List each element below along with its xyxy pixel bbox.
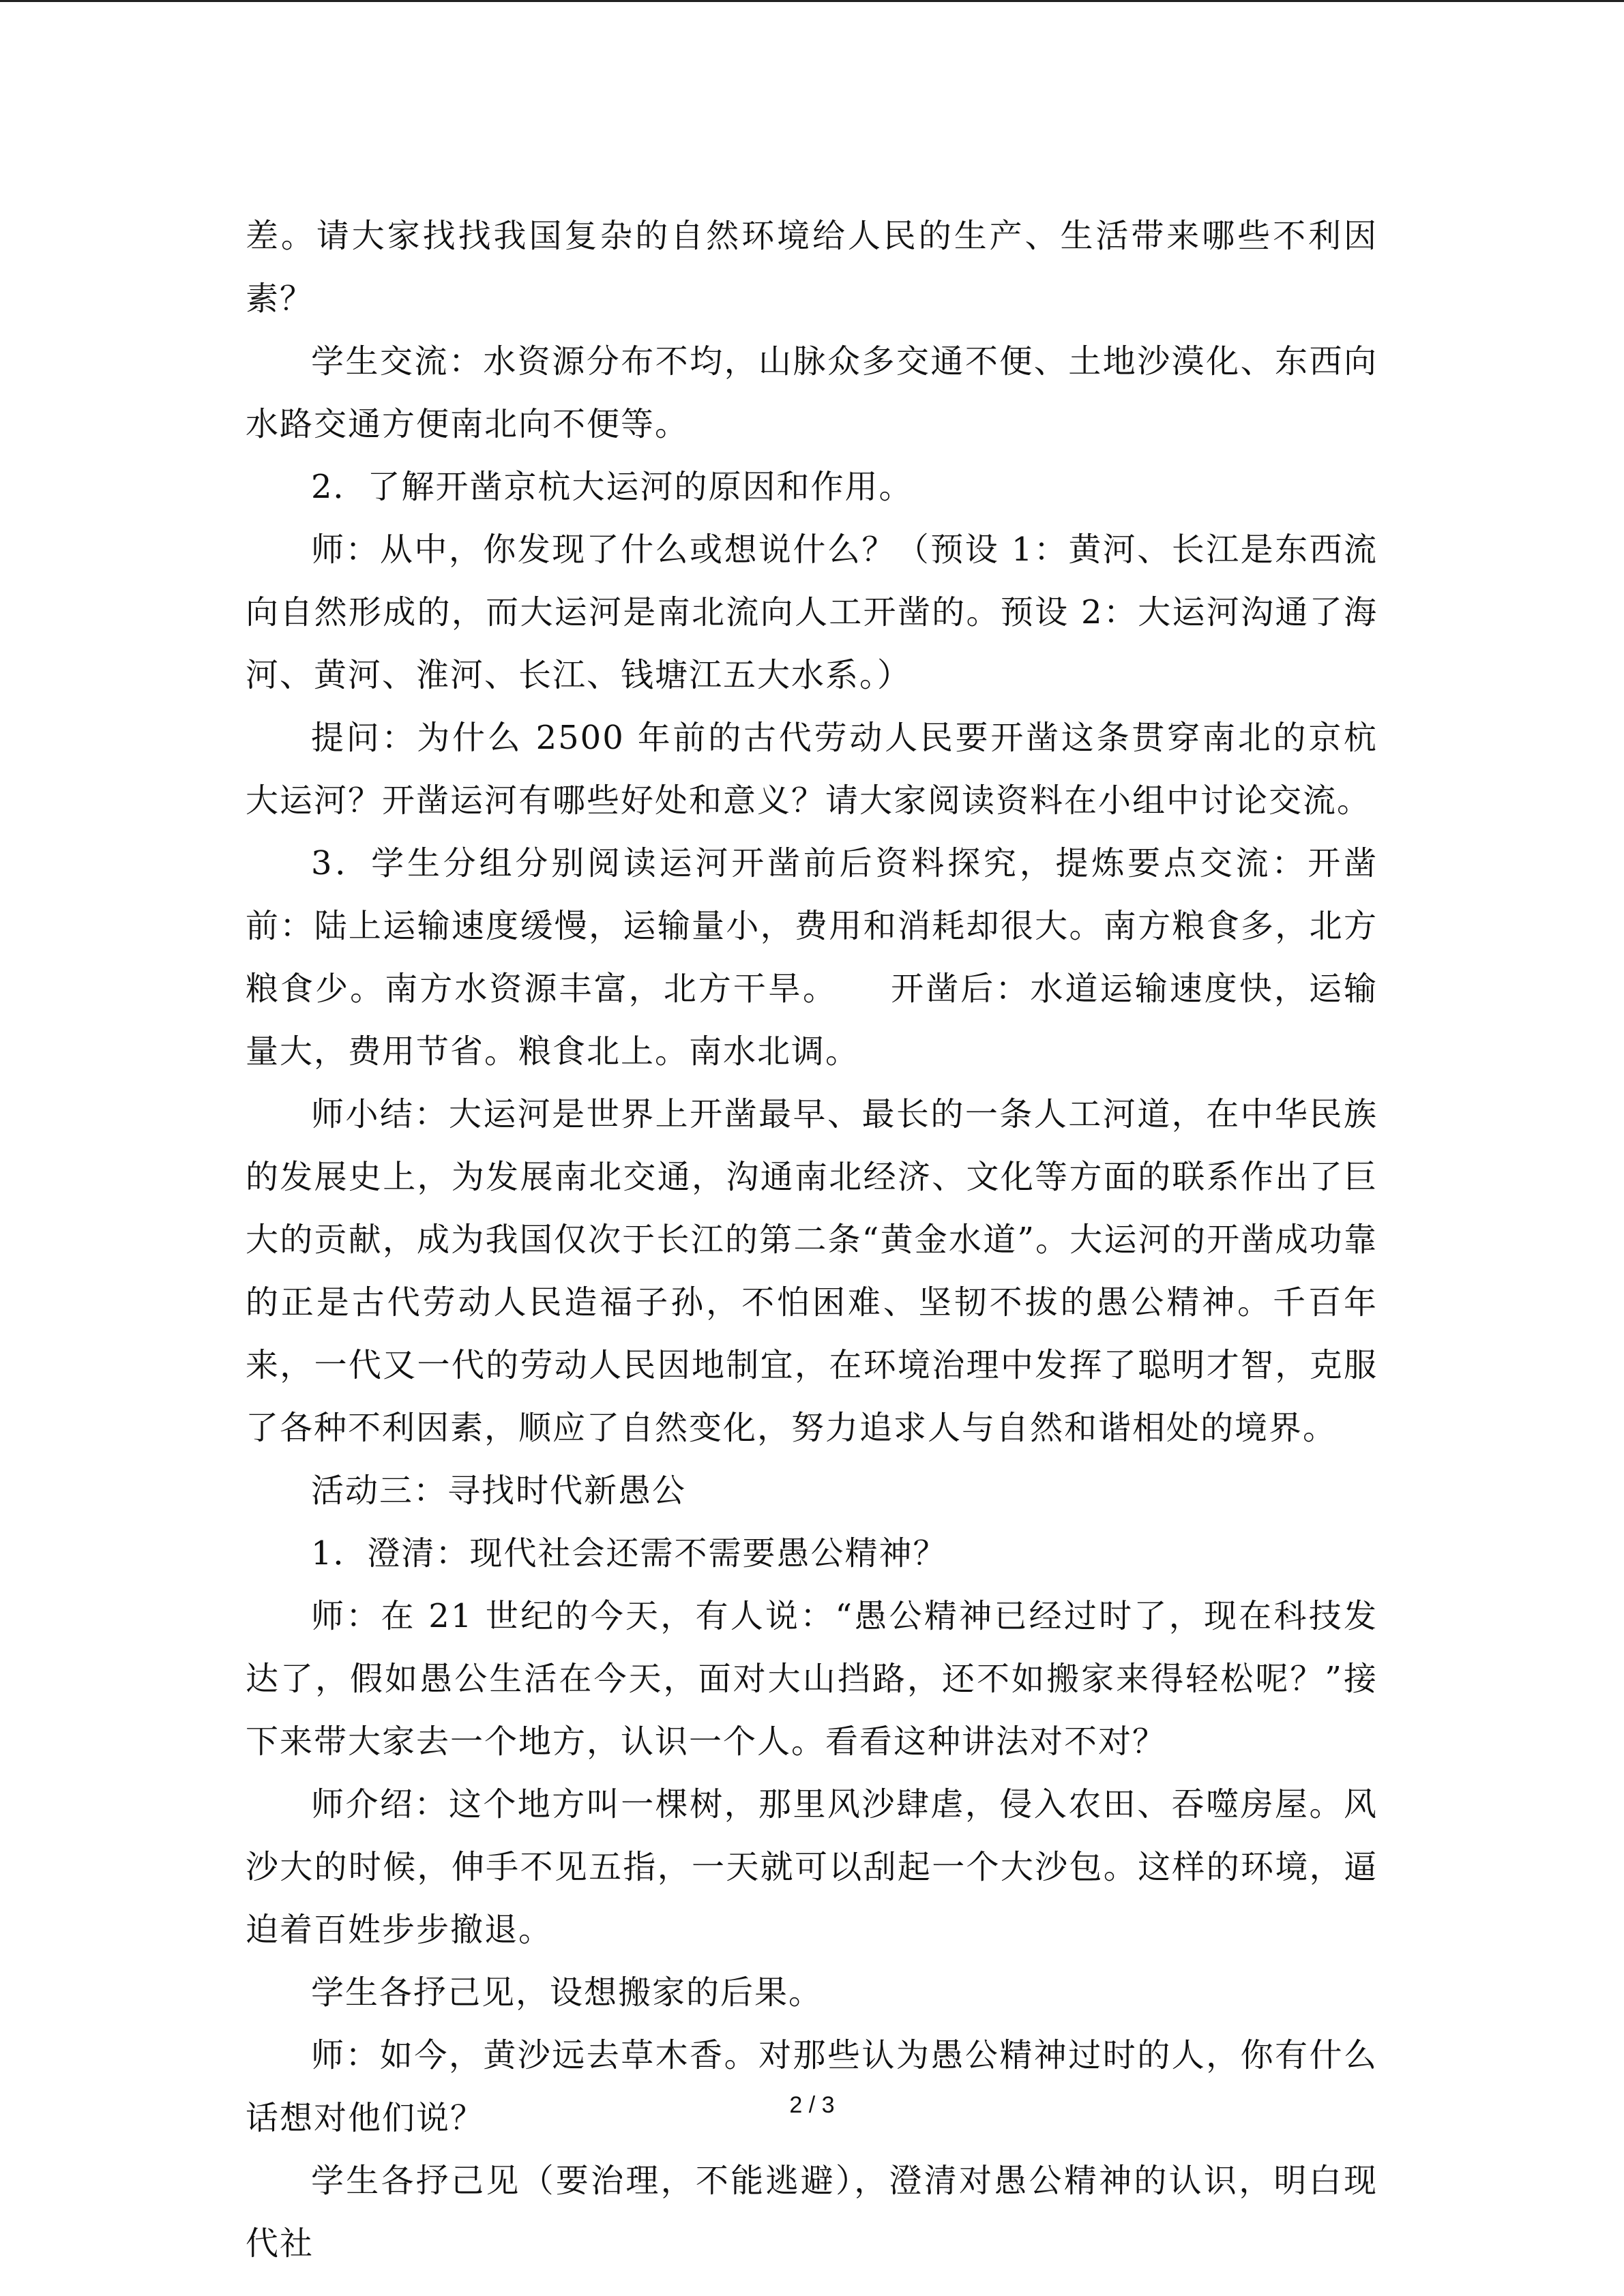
paragraph-2: 学生交流：水资源分布不均，山脉众多交通不便、土地沙漠化、东西向水路交通方便南北向不便等。 bbox=[246, 342, 1378, 443]
document-body bbox=[246, 205, 1378, 2275]
paragraph-3: 2．了解开凿京杭大运河的原因和作用。 bbox=[311, 468, 913, 506]
page-top-border bbox=[0, 0, 1624, 2]
section-heading-activity-3: 活动三：寻找时代新愚公 bbox=[311, 1472, 687, 1510]
paragraph-12: 学生各抒己见，设想搬家的后果。 bbox=[311, 1973, 823, 2012]
paragraph-7: 师小结：大运河是世界上开凿最早、最长的一条人工河道，在中华民族的发展史上，为发展南北交通，沟通南北经济、文化等方面的联系作出了巨大的贡献，成为我国仅次于长江的第二条“黄金水道”。大运河的开凿成功靠的正是古代劳动人民造福子孙，不怕困难、坚韧不拔的愚公精神。千百年来，一代又一代的劳动人民因地制宜，在环境治理中发挥了聪明才智，克服了各种不利因素，顺应了自然变化，努力追求人与自然和谐相处的境界。 bbox=[246, 1095, 1378, 1447]
paragraph-6: 3．学生分组分别阅读运河开凿前后资料探究，提炼要点交流：开凿前：陆上运输速度缓慢，运输量小，费用和消耗却很大。南方粮食多，北方粮食少。南方水资源丰富，北方干旱。 开凿后：水道运输速度快，运输量大，费用节省。粮食北上。南水北调。 bbox=[246, 844, 1378, 1071]
paragraph-14: 学生各抒己见（要治理，不能逃避），澄清对愚公精神的认识，明白现代社 bbox=[246, 2162, 1378, 2263]
page-number: 2 / 3 bbox=[789, 2092, 835, 2118]
paragraph-10: 师：在 21 世纪的今天，有人说：“愚公精神已经过时了，现在科技发达了，假如愚公生活在今天，面对大山挡路，还不如搬家来得轻松呢？”接下来带大家去一个地方，认识一个人。看看这种讲法对不对？ bbox=[246, 1597, 1378, 1761]
paragraph-5: 提问：为什么 2500 年前的古代劳动人民要开凿这条贯穿南北的京杭大运河？开凿运河有哪些好处和意义？请大家阅读资料在小组中讨论交流。 bbox=[246, 719, 1378, 820]
paragraph-13: 师：如今，黄沙远去草木香。对那些认为愚公精神过时的人，你有什么话想对他们说？ bbox=[246, 2036, 1378, 2137]
paragraph-1: 差。请大家找找我国复杂的自然环境给人民的生产、生活带来哪些不利因素？ bbox=[246, 217, 1378, 318]
paragraph-11: 师介绍：这个地方叫一棵树，那里风沙肆虐，侵入农田、吞噬房屋。风沙大的时候，伸手不见五指，一天就可以刮起一个大沙包。这样的环境，逼迫着百姓步步撤退。 bbox=[246, 1785, 1378, 1949]
paragraph-9: 1．澄清：现代社会还需不需要愚公精神？ bbox=[311, 1534, 947, 1572]
paragraph-4: 师：从中，你发现了什么或想说什么？（预设 1：黄河、长江是东西流向自然形成的，而大运河是南北流向人工开凿的。预设 2：大运河沟通了海河、黄河、淮河、长江、钱塘江五大水系。） bbox=[246, 531, 1378, 694]
